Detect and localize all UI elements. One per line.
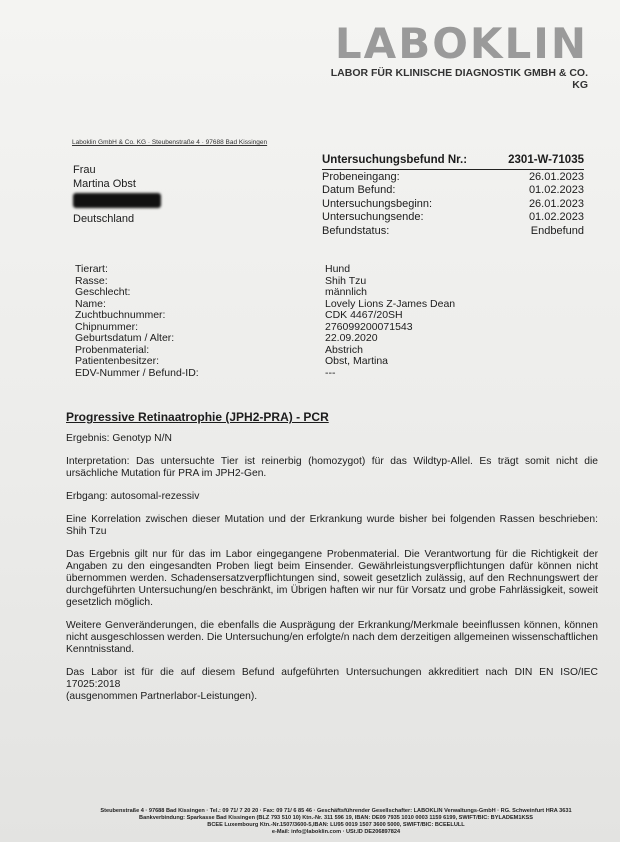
body-paragraph: Ergebnis: Genotyp N/N <box>66 433 172 444</box>
laboklin-logo <box>318 19 588 91</box>
footer-bank-lux: BCEE Luxembourg Ktn.-Nr.1507/3600-5,IBAN: LU95 0019 1507 3600 5000, SWIFT/BIC: BCEELULL <box>207 822 465 828</box>
footer-bank: Bankverbindung: Sparkasse Bad Kissingen (BLZ 793 510 10) Ktn.-Nr. 311 596 19, IBAN: DE09 7935 1010 0003 1159 6199, SWIFT/BIC: BYLADEM1KSS <box>139 815 533 821</box>
report-row-label: Untersuchungsbeginn: <box>322 197 433 210</box>
sender-line: Laboklin GmbH & Co. KG · Steubenstraße 4 · 97688 Bad Kissingen <box>72 139 268 146</box>
report-info <box>322 154 584 238</box>
report-row-value: 26.01.2023 <box>528 170 584 183</box>
report-row-label: Untersuchungsende: <box>322 211 424 223</box>
logo-subtitle: LABOR FÜR KLINISCHE DIAGNOSTIK GMBH & CO. KG <box>330 67 588 91</box>
redacted-street <box>73 193 161 208</box>
animal-value: --- <box>325 366 336 379</box>
animal-label: Tierart: <box>75 263 108 275</box>
report-row-value: 01.02.2023 <box>528 184 584 196</box>
report-row-value: Endbefund <box>530 224 584 237</box>
recipient-name: Martina Obst <box>73 178 136 190</box>
animal-label: Geburtsdatum / Alter: <box>75 332 175 344</box>
animal-value: Hund <box>325 263 351 275</box>
animal-data-table <box>75 264 495 379</box>
report-title: Untersuchungsbefund Nr.: <box>322 154 468 166</box>
report-row <box>322 184 584 198</box>
body-paragraph: Das Labor ist für die auf diesem Befund aufgeführten Untersuchungen akkreditiert nach DIN EN ISO/IEC 17025:2018 <box>66 667 598 690</box>
animal-row <box>75 264 495 276</box>
report-row-label: Befundstatus: <box>322 224 390 237</box>
animal-label: Geschlecht: <box>75 286 131 298</box>
report-number: 2301-W-71035 <box>508 154 584 166</box>
animal-value: 276099200071543 <box>325 320 413 333</box>
report-row-value: 01.02.2023 <box>528 211 584 223</box>
report-row <box>322 198 584 212</box>
test-title: Progressive Retinaatrophie (JPH2-PRA) - PCR <box>66 410 329 424</box>
animal-value: männlich <box>325 286 368 298</box>
animal-label: Probenmaterial: <box>75 343 150 356</box>
report-row <box>322 211 584 225</box>
animal-row <box>75 276 495 288</box>
recipient-address <box>73 163 161 226</box>
animal-row <box>75 356 495 368</box>
animal-value: Abstrich <box>325 343 363 356</box>
body-paragraph: Weitere Genveränderungen, die ebenfalls die Ausprägung der Erkrankung/Merkmale beeinflussen können, können nicht ausgeschlossen werden. Die Untersuchung/en erfolgte/n nach dem derzeitigen allgemeinen wissenschaftlichen Kenntnisstand. <box>66 620 598 655</box>
animal-label: Chipnummer: <box>75 320 139 333</box>
report-row <box>322 171 584 185</box>
recipient-country: Deutschland <box>73 213 135 225</box>
report-body <box>66 433 598 714</box>
animal-value: 22.09.2020 <box>325 332 378 344</box>
footer <box>66 808 606 836</box>
report-row <box>322 225 584 239</box>
animal-label: Patientenbesitzer: <box>75 355 160 367</box>
animal-row <box>75 333 495 345</box>
animal-label: Rasse: <box>75 274 108 287</box>
footer-contact: e-Mail: info@laboklin.com · USt.ID DE206897824 <box>271 829 401 835</box>
footer-address: Steubenstraße 4 · 97688 Bad Kissingen · Tel.: 09 71/ 7 20 20 · Fax: 09 71/ 6 85 46 · Geschäftsführender Gesellschafter: LABOKLIN Verwaltungs-GmbH · RG. Schweinfurt HRA 3631 <box>100 808 572 814</box>
body-paragraph: (ausgenommen Partnerlabor-Leistungen). <box>66 691 258 702</box>
body-paragraph: Das Ergebnis gilt nur für das im Labor eingegangene Probenmaterial. Die Verantwortung für die Richtigkeit der Angaben zu den eingesandten Proben liegt beim Einsender. Gewährleistungsverpflichtungen dafür können nicht übernommen werden. Schadensersatzverpflichtungen sind, soweit gesetzlich zulässig, auf den Rechnungswert der durchgeführten Untersuchung/en beschränkt, im Übrigen haften wir nur für Vorsatz und grobe Fahrlässigkeit, soweit gesetzlich möglich. <box>66 549 598 608</box>
body-paragraph: Interpretation: Das untersuchte Tier ist reinerbig (homozygot) für das Wildtyp-Allel. Es trägt somit nicht die ursächliche Mutation für PRA im JPH2-Gen. <box>66 456 598 479</box>
animal-label: Zuchtbuchnummer: <box>75 309 166 321</box>
animal-value: CDK 4467/20SH <box>325 309 403 321</box>
animal-value: Shih Tzu <box>325 274 367 287</box>
animal-row <box>75 287 495 299</box>
report-number-row <box>322 154 584 170</box>
logo-wordmark: LABOKLIN <box>334 19 588 68</box>
body-paragraph: Eine Korrelation zwischen dieser Mutation und der Erkrankung wurde bisher bei folgenden Rassen beschrieben: Shih Tzu <box>66 514 598 537</box>
report-row-value: 26.01.2023 <box>528 197 584 210</box>
animal-label: EDV-Nummer / Befund-ID: <box>75 366 199 379</box>
animal-value: Obst, Martina <box>325 355 389 367</box>
body-paragraph: Erbgang: autosomal-rezessiv <box>66 491 200 502</box>
animal-value: Lovely Lions Z-James Dean <box>325 297 456 310</box>
recipient-salutation: Frau <box>73 164 96 176</box>
report-row-label: Datum Befund: <box>322 184 396 196</box>
animal-label: Name: <box>75 297 106 310</box>
animal-row <box>75 310 495 322</box>
animal-row <box>75 368 495 380</box>
report-row-label: Probeneingang: <box>322 170 400 183</box>
